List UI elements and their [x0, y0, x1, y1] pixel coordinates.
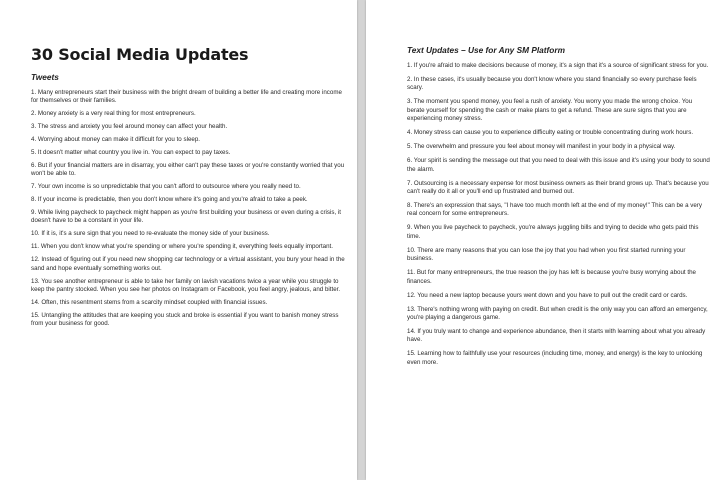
list-item: 11. When you don't know what you're spending or where you're spending it, everything feels equally important. [31, 243, 333, 251]
tweets-list [31, 89, 349, 329]
list-item: 13. You see another entrepreneur is able to take her family on lavish vacations twice a year while you struggle to keep the pantry stocked. When you see her photos on Instagram or Facebook, you feel angry, jealous, and bitter. [31, 277, 341, 293]
text-updates-list [407, 62, 710, 367]
section-heading-text-updates: Text Updates – Use for Any SM Platform [407, 45, 565, 55]
list-item: 3. The stress and anxiety you feel around money can affect your health. [31, 123, 228, 131]
list-item: 5. The overwhelm and pressure you feel about money will manifest in your body in a physical way. [407, 143, 676, 151]
left-page [0, 0, 357, 480]
section-heading-tweets: Tweets [31, 72, 59, 82]
list-item: 12. Instead of figuring out if you need new shopping car technology or a virtual assistant, you bury your head in the sand and hope eventually something works out. [31, 256, 345, 272]
list-item: 14. Often, this resentment stems from a scarcity mindset coupled with financial issues. [31, 298, 268, 306]
list-item: 12. You need a new laptop because yours went down and you have to pull out the credit card or cards. [407, 291, 688, 299]
list-item: 1. If you're afraid to make decisions because of money, it's a sign that it's a source of significant stress for you. [407, 62, 709, 69]
list-item: 6. But if your financial matters are in disarray, you either can't pay these taxes or you're constantly worried that you won't be able to. [31, 161, 345, 178]
list-item: 4. Money stress can cause you to experience difficulty eating or trouble concentrating during work hours. [407, 129, 694, 137]
list-item: 15. Untangling the attitudes that are keeping you stuck and broke is essential if you want to banish money stress from your business for good. [31, 311, 339, 328]
list-item: 10. There are many reasons that you can lose the joy that you had when you first started running your business. [407, 246, 686, 263]
list-item: 6. Your spirit is sending the message out that you need to deal with this issue and it's using your body to sound the alarm. [407, 157, 710, 173]
list-item: 8. There's an expression that says, "I have too much month left at the end of my money!" This can be a very real concern for some entrepreneurs. [407, 202, 702, 218]
list-item: 10. If it is, it's a sure sign that you need to re-evaluate the money side of your business. [31, 230, 270, 238]
list-item: 11. But for many entrepreneurs, the true reason the joy has left is because you're busy worrying about the finances. [407, 269, 696, 285]
list-item: 2. In these cases, it's usually because you don't know where you stand financially so every purchase feels scary. [407, 76, 697, 92]
list-item: 9. While living paycheck to paycheck might happen as you're first building your business or even during a crisis, it doesn't have to be a constant in your life. [31, 209, 342, 225]
list-item: 7. Outsourcing is a necessary expense for most business owners as their brand grows up. That's because you can't really do it all or you'll end up frustrated and burned out. [407, 179, 709, 196]
list-item: 3. The moment you spend money, you feel a rush of anxiety. You worry you made the wrong choice. You berate yourself for spending the cash or make plans to get a refund. These are sure signs that you are experiencing money stress. [407, 98, 693, 123]
list-item: 8. If your income is predictable, then you don't know where it's going and you're afraid to take a peek. [31, 196, 308, 204]
list-item: 1. Many entrepreneurs start their business with the bright dream of building a better life and creating more income for themselves or their families. [31, 89, 342, 105]
right-page [366, 0, 720, 480]
list-item: 4. Worrying about money can make it difficult for you to sleep. [31, 136, 200, 144]
list-item: 14. If you truly want to change and experience abundance, then it starts with learning about what you already have. [407, 328, 706, 344]
list-item: 7. Your own income is so unpredictable that you can't afford to outsource where you really need to. [31, 183, 301, 191]
list-item: 13. There's nothing wrong with paying on credit. But when credit is the only way you can afford an emergency, you're playing a dangerous game. [407, 305, 708, 322]
document-title: 30 Social Media Updates [31, 45, 249, 64]
list-item: 15. Learning how to faithfully use your resources (including time, money, and energy) is the key to unlocking even more. [407, 350, 703, 366]
list-item: 5. It doesn't matter what country you live in. You can expect to pay taxes. [31, 149, 231, 157]
list-item: 9. When you live paycheck to paycheck, you're always juggling bills and trying to decide who gets paid this time. [407, 224, 699, 240]
list-item: 2. Money anxiety is a very real thing for most entrepreneurs. [31, 110, 196, 118]
